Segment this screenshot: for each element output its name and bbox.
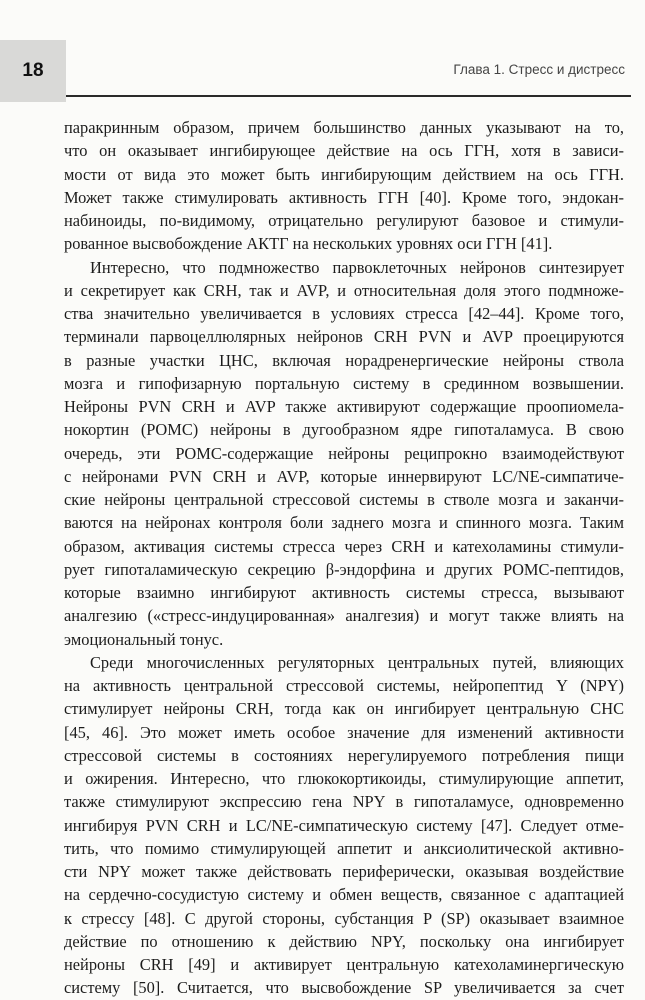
text-line: нокортин (POMC) нейроны в дугообразном ядре гипоталамуса. В свою (64, 420, 624, 440)
text-line: терминали парвоцеллюлярных нейронов CRH PVN и AVP проецируются (64, 327, 624, 347)
text-line: Нейроны PVN CRH и AVP также активируют содержащие проопиомела- (64, 397, 624, 416)
text-line: действие по отношению к действию NPY, поскольку она ингибирует (64, 931, 624, 951)
text-line: ваются на нейронах контроля боли заднего мозга и спинного мозга. Таким (64, 513, 624, 533)
text-line: что он оказывает ингибирующее действие на ось ГГН, хотя в зависи- (64, 141, 624, 161)
running-head: Глава 1. Стресс и дистресс (453, 62, 625, 77)
text-line: мости от вида это может быть ингибирующим действием на ось ГГН. (64, 164, 624, 184)
text-line: мозга и гипофизарную портальную систему в срединном возвышении. (64, 373, 624, 393)
text-line: эмоциональный тонус. (64, 629, 224, 649)
page-number-box (0, 40, 66, 102)
text-line: сти NPY может также действовать периферически, оказывая воздействие (64, 862, 624, 881)
text-line: также стимулируют экспрессию гена NPY в гипоталамусе, одновременно (64, 792, 624, 812)
text-line: Интересно, что подмножество парвоклеточных нейронов синтезирует (90, 257, 624, 277)
text-line: рует гипоталамическую секрецию β-эндорфина и других POMC-пептидов, (64, 559, 624, 579)
text-line: Может также стимулировать активность ГГН [40]. Кроме того, эндокан- (64, 187, 624, 207)
text-line: рованное высвобождение АКТГ на нескольких уровнях оси ГГН [41]. (64, 234, 553, 254)
text-line: образом, активация системы стресса через CRH и катехоламины стимули- (64, 536, 624, 556)
text-line: очередь, эти POMC-содержащие нейроны реципрокно взаимодействуют (64, 443, 624, 463)
text-line: набиноиды, по-видимому, отрицательно регулируют базовое и стимули- (64, 211, 624, 230)
header-divider (66, 95, 631, 97)
text-line: паракринным образом, причем большинство данных указывают на то, (64, 118, 624, 137)
text-line: и секретирует как CRH, так и AVP, и относительная доля этого подмноже- (64, 280, 624, 300)
text-line: ингибируя PVN CRH и LC/NE-симпатическую систему [47]. Следует отме- (64, 815, 624, 835)
text-line: с нейронами PVN CRH и AVP, которые иннервируют LC/NE-симпатиче- (64, 466, 624, 486)
text-line: Среди многочисленных регуляторных центральных путей, влияющих (90, 652, 624, 672)
text-line: на активность центральной стрессовой системы, нейропептид Y (NPY) (64, 676, 624, 695)
text-line: стимулирует нейроны CRH, тогда как он ингибирует центральную СНС (64, 699, 624, 719)
text-line: к стрессу [48]. С другой стороны, субстанция P (SP) оказывает взаимное (64, 908, 624, 928)
text-line: которые взаимно ингибируют активность системы стресса, вызывают (64, 583, 624, 602)
text-line: ства значительно увеличивается в условиях стресса [42–44]. Кроме того, (64, 304, 624, 323)
text-line: в разные участки ЦНС, включая норадренергические нейроны ствола (64, 350, 624, 370)
text-line: систему [50]. Считается, что высвобождение SP увеличивается за счет (64, 978, 624, 998)
text-line: [45, 46]. Это может иметь особое значение для изменений активности (64, 722, 624, 742)
text-line: и ожирения. Интересно, что глюкокортикоиды, стимулирующие аппетит, (64, 769, 624, 788)
text-line: тить, что помимо стимулирующей аппетит и анксиолитической активно- (64, 838, 624, 858)
text-line: ские нейроны центральной стрессовой системы в стволе мозга и заканчи- (64, 490, 624, 509)
text-line: на сердечно-сосудистую систему и обмен веществ, связанное с адаптацией (64, 885, 624, 905)
page-number: 18 (22, 60, 44, 81)
body-text (64, 116, 624, 1000)
text-line: стрессовой системы в состояниях нерегулируемого потребления пищи (64, 745, 624, 765)
text-line: аналгезию («стресс-индуцированная» аналгезия) и могут также влиять на (64, 606, 624, 626)
text-line: нейроны CRH [49] и активирует центральную катехоламинергическую (64, 955, 624, 974)
